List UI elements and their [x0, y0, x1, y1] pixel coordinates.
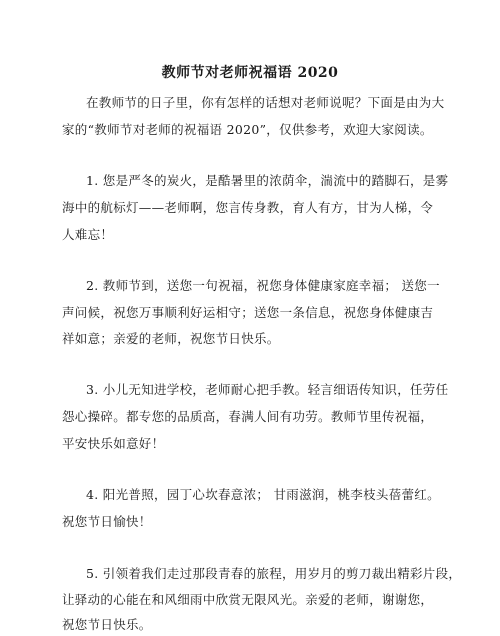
item-2-line-3: 祥如意；亲爱的老师，祝您节日快乐。	[62, 331, 280, 346]
item-5-line-2: 让驿动的心能在和风细雨中欣赏无限风光。亲爱的老师，谢谢您，	[62, 592, 434, 607]
item-5-line-1: 5. 引领着我们走过那段青春的旅程，用岁月的剪刀裁出精彩片段，	[86, 566, 462, 581]
item-4-line-1: 4. 阳光普照，园丁心坎春意浓； 甘雨滋润，桃李枝头蓓蕾红。	[86, 487, 440, 502]
document-title: 教师节对老师祝福语 2020	[161, 65, 339, 81]
item-1-line-3: 人难忘！	[62, 227, 114, 242]
item-5-line-3: 祝您节日快乐。	[62, 617, 152, 632]
intro-line-2: 家的“教师节对老师的祝福语 2020”，仅供参考，欢迎大家阅读。	[62, 122, 433, 137]
item-3-line-1: 3. 小儿无知进学校，老师耐心把手教。轻言细语传知识，任劳任	[86, 382, 449, 397]
item-2-line-2: 声问候，祝您万事顺利好运相守；送您一条信息，祝您身体健康吉	[62, 305, 434, 320]
intro-line-1: 在教师节的日子里，你有怎样的话想对老师说呢？下面是由为大	[86, 95, 445, 110]
item-4-line-2: 祝您节日愉快！	[62, 514, 152, 529]
item-3-line-2: 怨心操碎。都专您的品质高，春满人间有功劳。教师节里传祝福，	[62, 409, 434, 424]
item-3-line-3: 平安快乐如意好！	[62, 436, 165, 451]
item-2-line-1: 2. 教师节到，送您一句祝福，祝您身体健康家庭幸福； 送您一	[86, 278, 440, 293]
item-1-line-1: 1. 您是严冬的炭火，是酷暑里的浓荫伞，湍流中的踏脚石，是雾	[86, 173, 449, 188]
item-1-line-2: 海中的航标灯——老师啊，您言传身教，育人有方，甘为人梯，令	[62, 200, 434, 215]
